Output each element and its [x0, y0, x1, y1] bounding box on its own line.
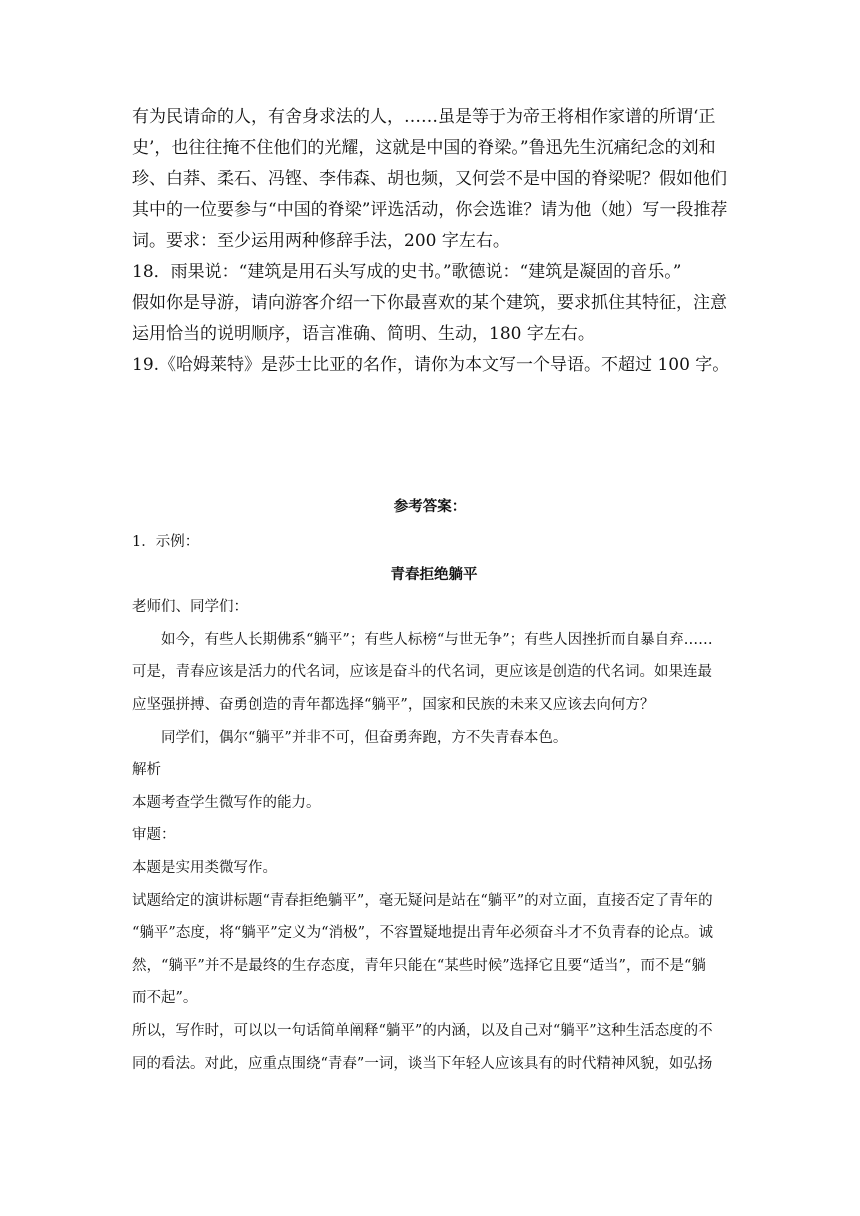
speech-paragraph-line: 如今，有些人长期佛系“躺平”；有些人标榜“与世无争”；有些人因挫折而自暴自弃……	[161, 631, 713, 648]
speech-paragraph-line: 可是，青春应该是活力的代名词，应该是奋斗的代名词，更应该是创造的代名词。如果连最	[132, 664, 712, 681]
q17-line: 史’，也往往掩不住他们的光耀，这就是中国的脊梁。”鲁迅先生沉痛纪念的刘和	[132, 138, 716, 158]
questions-section	[132, 102, 732, 381]
q19-text: 19.《哈姆莱特》是莎士比亚的名作，请你为本文写一个导语。不超过 100 字。	[132, 355, 730, 375]
q18-line: 假如你是导游，请向游客介绍一下你最喜欢的某个建筑，要求抓住其特征，注意	[132, 293, 727, 313]
review-line: “躺平”态度，将“躺平”定义为“消极”，不容置疑地提出青年必须奋斗才不负青春的论点。诚	[132, 925, 713, 942]
q17-line: 其中的一位要参与“中国的脊梁”评选活动，你会选谁？请为他（她）写一段推荐	[132, 200, 728, 220]
review-label: 审题：	[132, 827, 176, 844]
speech-paragraph-line: 应坚强拼搏、奋勇创造的青年都选择“躺平”，国家和民族的未来又应该去向何方？	[132, 696, 655, 713]
analysis-intro: 本题考查学生微写作的能力。	[132, 794, 321, 811]
review-line: 而不起”。	[132, 990, 198, 1007]
review-line: 然，“躺平”并不是最终的生存态度，青年只能在“某些时候”选择它且要“适当”，而不是“躺	[132, 957, 706, 974]
writing-line: 同的看法。对此，应重点围绕“青春”一词，谈当下年轻人应该具有的时代精神风貌，如弘扬	[132, 1055, 713, 1072]
analysis-label: 解析	[132, 762, 161, 779]
answer-item-label: 1．示例：	[132, 534, 200, 550]
q18-line: 运用恰当的说明顺序，语言准确、简明、生动，180 字左右。	[132, 324, 595, 344]
q17-line: 有为民请命的人，有舍身求法的人，……虽是等于为帝王将相作家谱的所谓‘正	[132, 107, 716, 127]
writing-line: 所以，写作时，可以以一句话简单阐释“躺平”的内涵，以及自己对“躺平”这种生活态度的不	[132, 1022, 713, 1039]
answers-title: 参考答案：	[393, 498, 467, 515]
speech-title: 青春拒绝躺平	[390, 565, 478, 583]
q18-line: 18．雨果说：“建筑是用石头写成的史书。”歌德说：“建筑是凝固的音乐。”	[132, 262, 682, 282]
speech-closing: 同学们，偶尔“躺平”并非不可，但奋勇奔跑，方不失青春本色。	[161, 729, 568, 746]
review-type: 本题是实用类微写作。	[132, 859, 277, 876]
answers-section	[132, 526, 736, 1080]
q17-line: 词。要求：至少运用两种修辞手法，200 字左右。	[132, 231, 510, 251]
q17-line: 珍、白莽、柔石、冯铿、李伟森、胡也频，又何尝不是中国的脊梁呢？假如他们	[132, 169, 727, 189]
speech-greeting: 老师们、同学们：	[132, 599, 248, 616]
review-line: 试题给定的演讲标题“青春拒绝躺平”，毫无疑问是站在“躺平”的对立面，直接否定了青年的	[132, 892, 713, 909]
